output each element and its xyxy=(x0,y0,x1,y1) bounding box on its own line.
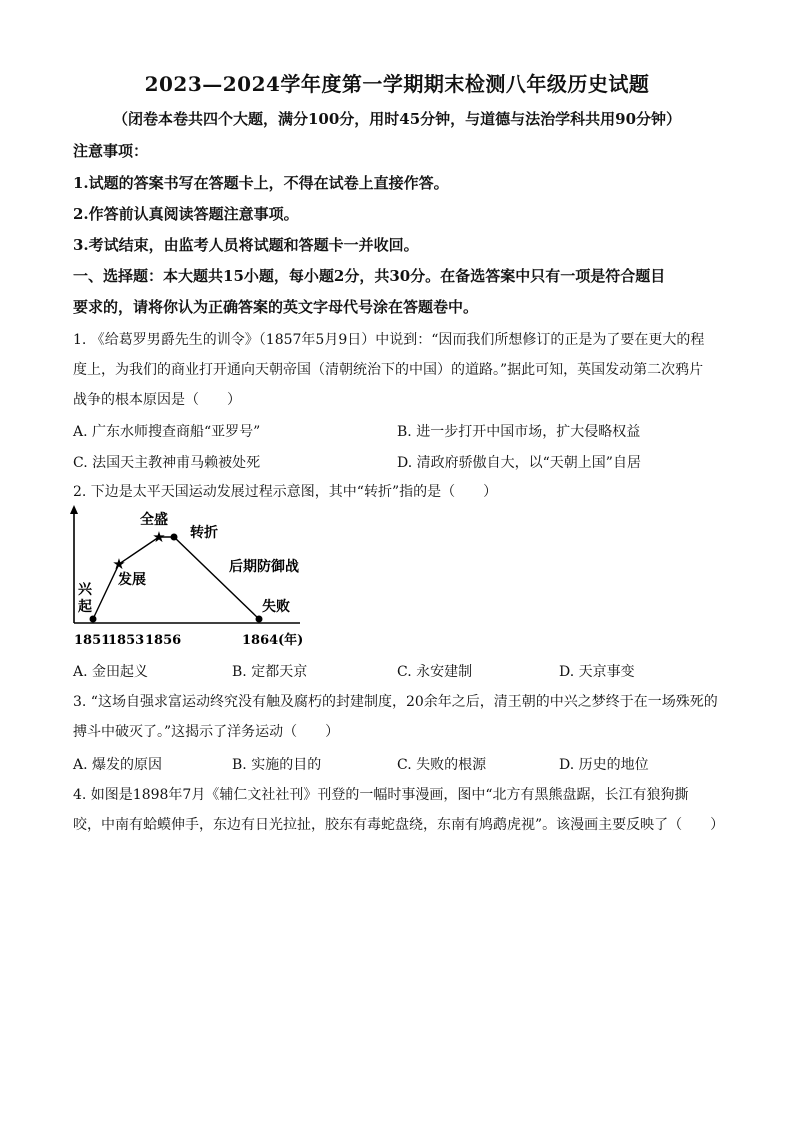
point-turn xyxy=(171,534,178,541)
label-fail: 失败 xyxy=(262,599,290,615)
label-develop: 发展 xyxy=(118,572,146,588)
year-1856: 1856 xyxy=(145,633,182,648)
option-b: B. 进一步打开中国市场，扩大侵略权益 xyxy=(397,424,641,440)
star-peak: ★ xyxy=(152,528,166,546)
year-1851: 1851 xyxy=(74,633,111,648)
y-axis-arrow xyxy=(70,505,78,514)
option-a: A. 广东水师搜查商船“亚罗号” xyxy=(73,424,261,440)
question-line: 度上，为我们的商业打开通向天朝帝国（清朝统治下的中国）的道路。”据此可知，英国发动第二次鸦片 xyxy=(73,362,704,378)
point-fail xyxy=(256,616,263,623)
label-defense: 后期防御战 xyxy=(229,559,299,575)
option-d: D. 历史的地位 xyxy=(559,757,649,773)
option-c: C. 法国天主教神甫马赖被处死 xyxy=(73,455,261,471)
point-rise xyxy=(90,616,97,623)
note-item: 1.试题的答案书写在答题卡上，不得在试卷上直接作答。 xyxy=(73,174,449,192)
star-develop: ★ xyxy=(112,555,126,573)
axis-unit: (年) xyxy=(278,633,304,648)
option-d: D. 天京事变 xyxy=(559,664,635,680)
question-line: 2. 下边是太平天国运动发展过程示意图，其中“转折”指的是（ ） xyxy=(73,484,498,500)
section-heading-cont: 要求的，请将你认为正确答案的英文字母代号涂在答题卷中。 xyxy=(73,298,479,316)
taiping-diagram xyxy=(70,505,310,653)
question-line: 搏斗中破灭了。”这揭示了洋务运动（ ） xyxy=(73,724,340,740)
year-1864: 1864 xyxy=(242,633,279,648)
question-line: 咬，中南有蛤蟆伸手，东边有日光拉扯，胶东有毒蛇盘绕，东南有鸠鹉虎视”。该漫画主要反映了（ ） xyxy=(73,817,725,833)
option-c: C. 失败的根源 xyxy=(397,757,487,773)
note-item: 2.作答前认真阅读答题注意事项。 xyxy=(73,205,299,223)
label-turn: 转折 xyxy=(190,525,218,541)
note-item: 3.考试结束，由监考人员将试题和答题卡一并收回。 xyxy=(73,236,419,254)
question-2 xyxy=(73,477,733,507)
question-3 xyxy=(73,687,733,747)
question-line: 4. 如图是1898年7月《辅仁文社社刊》刊登的一幅时事漫画，图中“北方有黑熊盘踞，长江有狼狗撕 xyxy=(73,787,689,803)
section-heading: 一、选择题：本大题共15小题，每小题2分，共30分。在备选答案中只有一项是符合题目 xyxy=(73,267,666,285)
option-b: B. 定都天京 xyxy=(232,664,308,680)
label-rise-char2: 起 xyxy=(78,599,92,615)
exam-title: 2023—2024学年度第一学期期末检测八年级历史试题 xyxy=(144,72,650,96)
option-d: D. 清政府骄傲自大，以“天朝上国”自居 xyxy=(397,455,641,471)
label-rise xyxy=(78,582,97,615)
option-c: C. 永安建制 xyxy=(397,664,473,680)
question-1 xyxy=(73,325,733,415)
label-rise-char1: 兴 xyxy=(78,582,92,598)
option-b: B. 实施的目的 xyxy=(232,757,322,773)
label-peak: 全盛 xyxy=(140,512,168,528)
option-a: A. 金田起义 xyxy=(73,664,149,680)
question-4 xyxy=(73,780,733,840)
year-1853: 1853 xyxy=(108,633,145,648)
question-line: 3. “这场自强求富运动终究没有触及腐朽的封建制度，20余年之后，清王朝的中兴之梦终于在一场殊死的 xyxy=(73,694,718,710)
question-line: 1. 《给葛罗男爵先生的训令》（1857年5月9日）中说到：“因而我们所想修订的正是为了要在更大的程 xyxy=(73,332,705,348)
question-line: 战争的根本原因是（ ） xyxy=(73,392,241,408)
notes-heading: 注意事项： xyxy=(73,142,149,160)
option-a: A. 爆发的原因 xyxy=(73,757,163,773)
exam-subtitle: （闭卷本卷共四个大题，满分100分，用时45分钟，与道德与法治学科共用90分钟） xyxy=(112,110,682,128)
